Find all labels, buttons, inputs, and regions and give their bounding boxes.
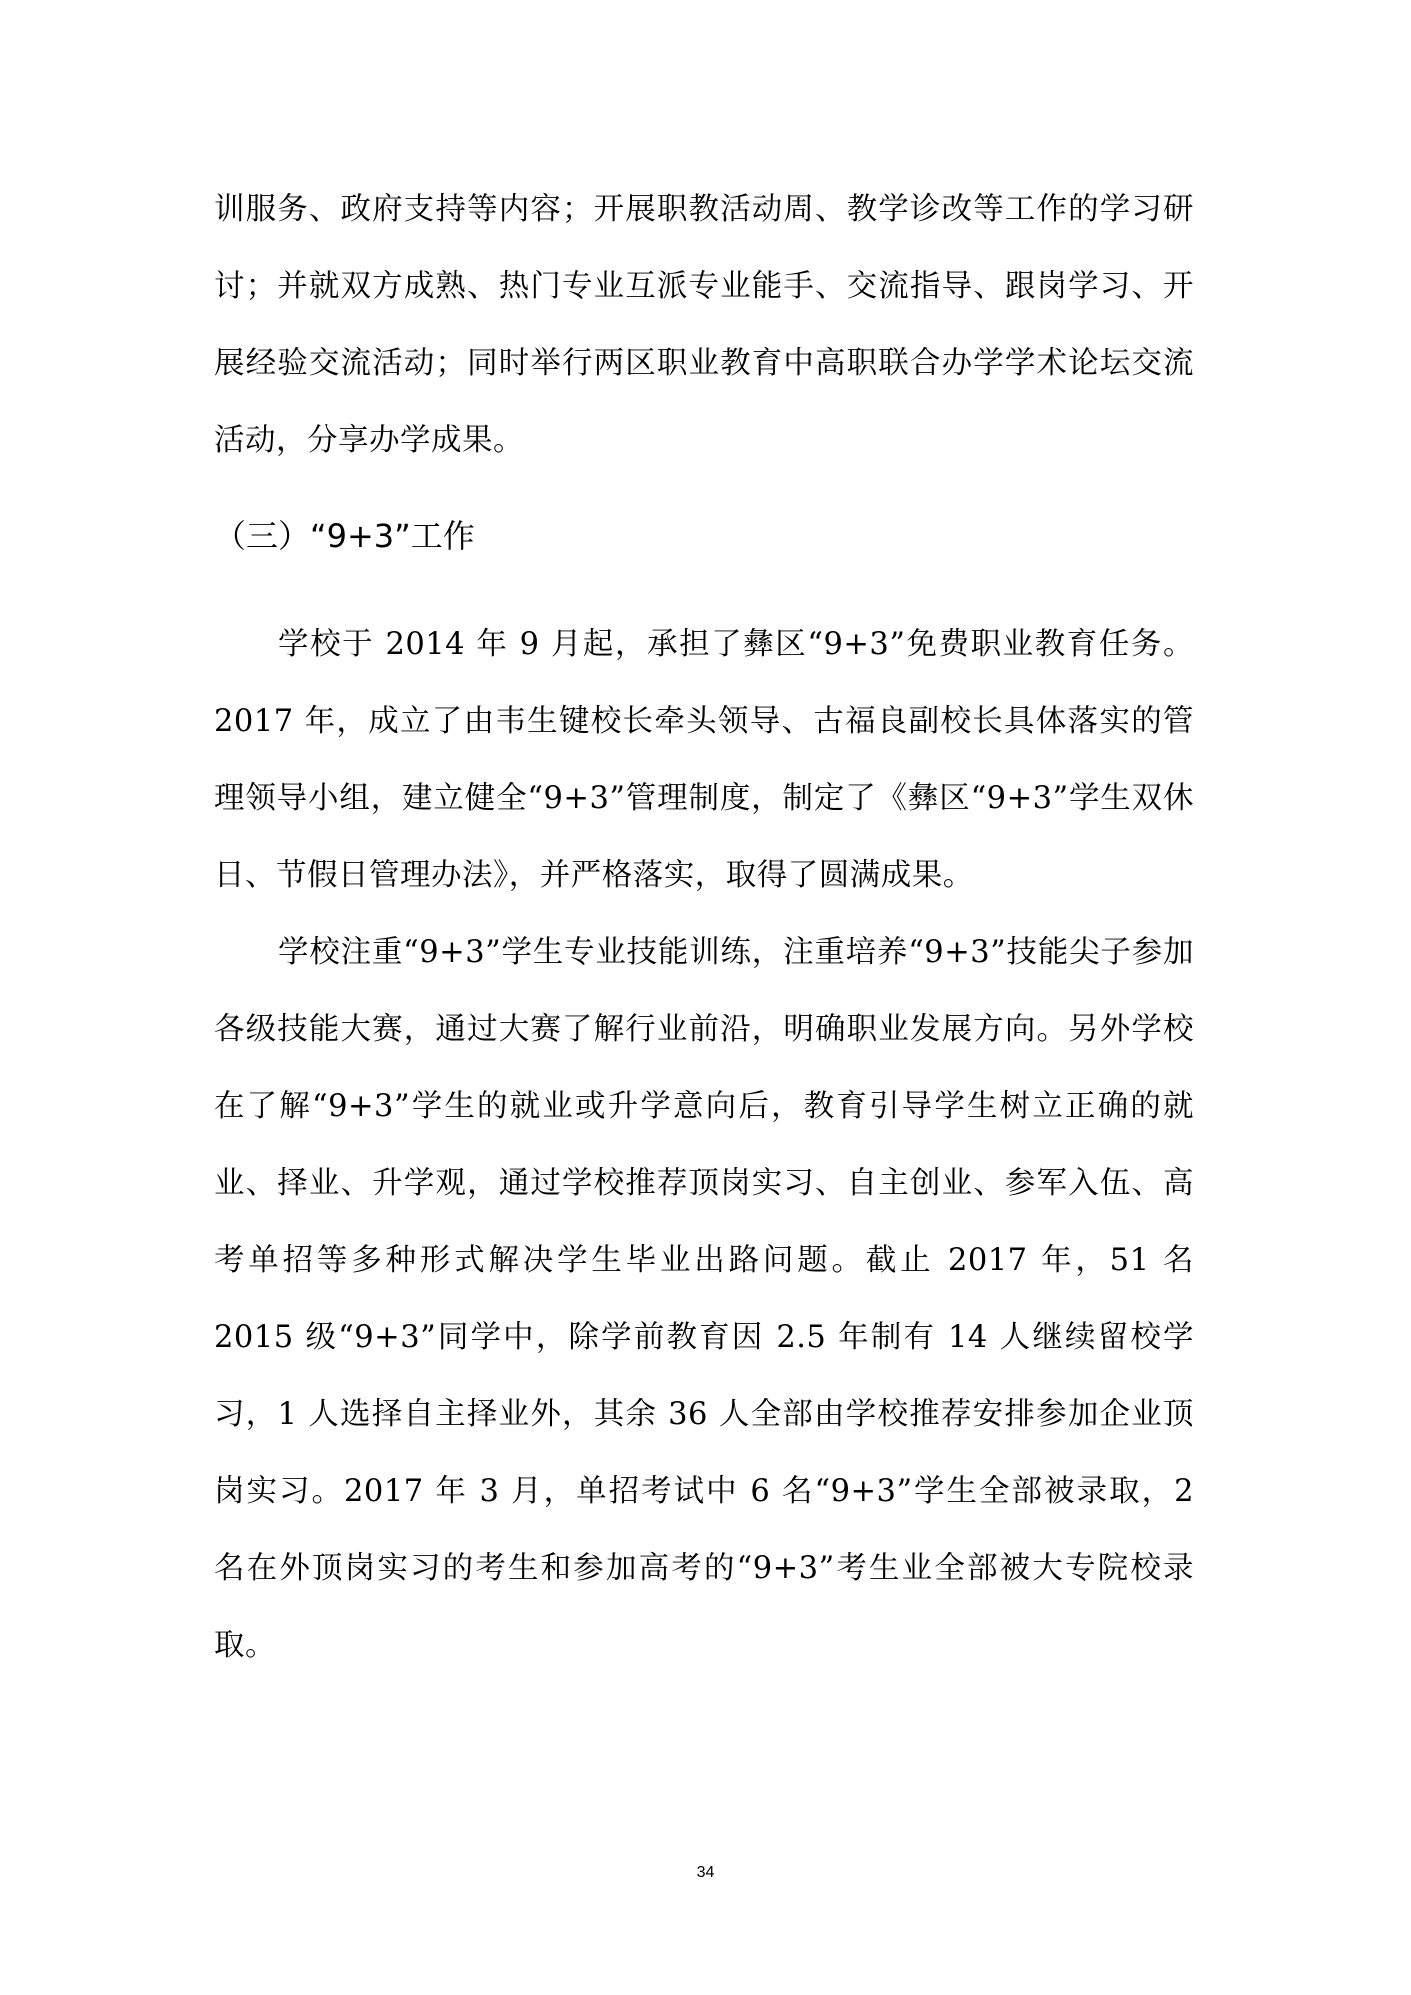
section-heading: （三）“9+3”工作 bbox=[214, 517, 475, 555]
paragraph-9plus3-intro: 学校于 2014 年 9 月起，承担了彝区“9+3”免费职业教育任务。2017 年，成立了由韦生键校长牵头领导、古福良副校长具体落实的管理领导小组，建立健全“9+3”管理制度，制定了《彝区“9+3”学生双休日、节假日管理办法》，并严格落实，取得了圆满成果。 bbox=[214, 627, 1194, 893]
paragraph-9plus3-outcomes: 学校注重“9+3”学生专业技能训练，注重培养“9+3”技能尖子参加各级技能大赛，通过大赛了解行业前沿，明确职业发展方向。另外学校在了解“9+3”学生的就业或升学意向后，教育引导学生树立正确的就业、择业、升学观，通过学校推荐顶岗实习、自主创业、参军入伍、高考单招等多种形式解决学生毕业出路问题。截止 2017 年，51 名 2015 级“9+3”同学中，除学前教育因 2.5 年制有 14 人继续留校学习，1 人选择自主择业外，其余 36 人全部由学校推荐安排参加企业顶岗实习。2017 年 3 月，单招考试中 6 名“9+3”学生全部被录取，2 名在外顶岗实习的考生和参加高考的“9+3”考生业全部被大专院校录取。 bbox=[214, 935, 1194, 1663]
paragraph-continuation: 训服务、政府支持等内容；开展职教活动周、教学诊改等工作的学习研讨；并就双方成熟、热门专业互派专业能手、交流指导、跟岗学习、开展经验交流活动；同时举行两区职业教育中高职联合办学学术论坛交流活动，分享办学成果。 bbox=[214, 192, 1194, 458]
page-number: 34 bbox=[696, 1864, 715, 1881]
